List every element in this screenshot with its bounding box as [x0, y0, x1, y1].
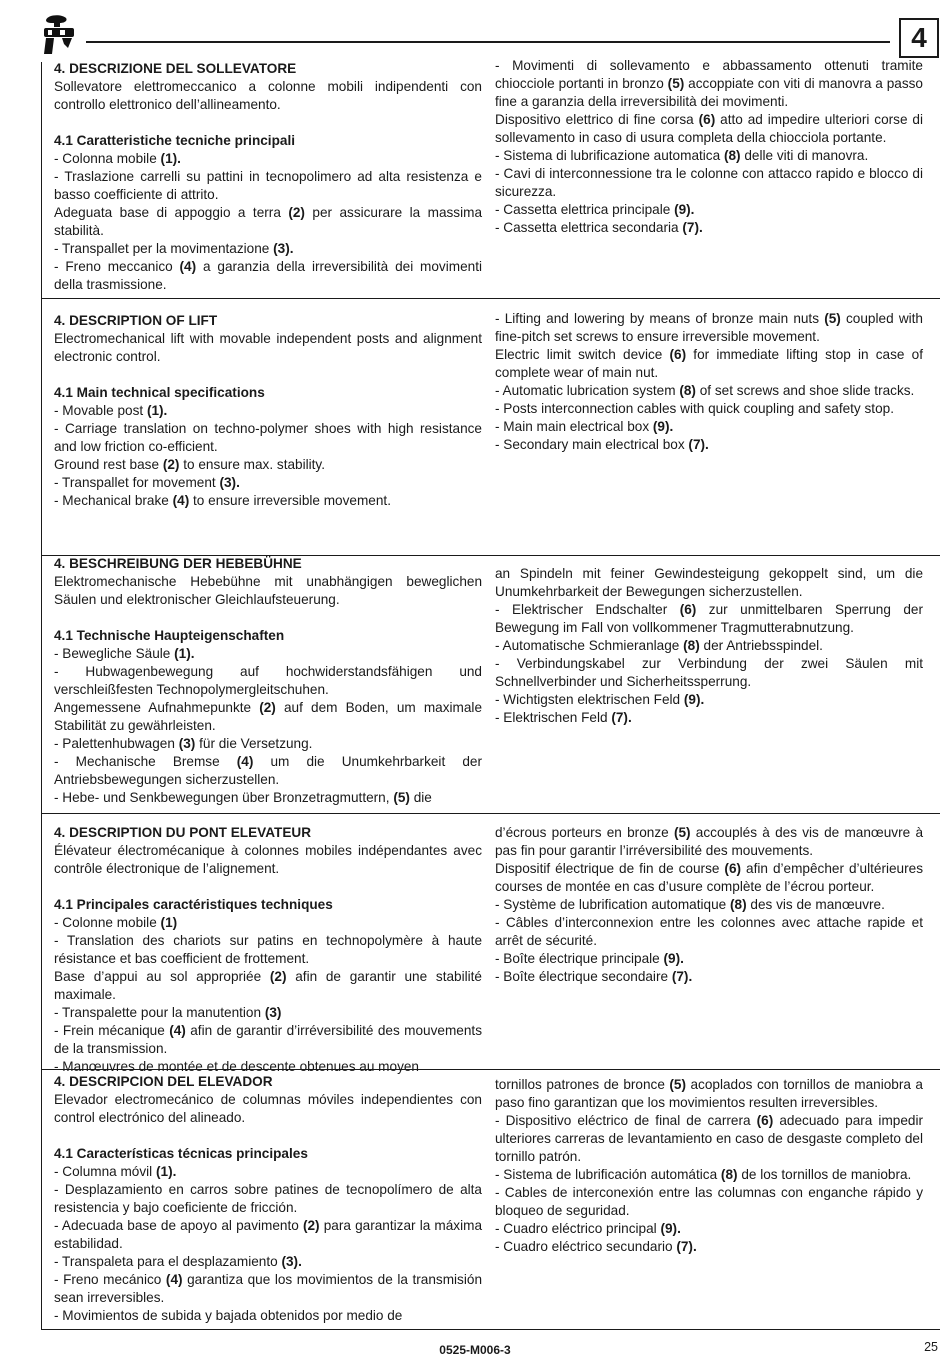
- section-heading: 4. DESCRIPTION DU PONT ELEVATEUR: [54, 825, 312, 840]
- paragraph: - Palettenhubwagen (3) für die Versetzung.: [54, 736, 313, 751]
- section-heading: 4. BESCHREIBUNG DER HEBEBÜHNE: [54, 556, 302, 571]
- header-rule: [86, 41, 890, 43]
- section-divider: [41, 298, 940, 299]
- part-reference: (3).: [219, 475, 240, 490]
- paragraph: - Manœuvres de montée et de descente obtenues au moyen: [54, 1059, 419, 1074]
- section-heading: 4.1 Principales caractéristiques techniques: [54, 897, 333, 912]
- paragraph: - Hubwagenbewegung auf hochwiderstandsfähigen und verschleißfesten Technopolymergleitschuhen.: [54, 664, 482, 697]
- paragraph: - Boîte électrique principale (9).: [495, 951, 684, 966]
- paragraph: Ground rest base (2) to ensure max. stability.: [54, 457, 325, 472]
- section-right-column: [495, 824, 923, 986]
- section-divider: [41, 813, 940, 814]
- paragraph: - Cassetta elettrica principale (9).: [495, 202, 695, 217]
- part-reference: (8): [683, 638, 700, 653]
- paragraph: - Transpalette pour la manutention (3): [54, 1005, 282, 1020]
- paragraph: - Elektrischen Feld (7).: [495, 710, 632, 725]
- paragraph: - Transpaleta para el desplazamiento (3).: [54, 1254, 302, 1269]
- paragraph: - Cables de interconexión entre las columnas con enganche rápido y bloqueo de seguridad.: [495, 1185, 923, 1218]
- paragraph: - Movimientos de subida y bajada obtenidos por medio de: [54, 1308, 403, 1323]
- paragraph: - Transpallet per la movimentazione (3).: [54, 241, 294, 256]
- part-reference: (2): [288, 205, 305, 220]
- paragraph: Angemessene Aufnahmepunkte (2) auf dem Boden, um maximale Stabilität zu gewährleisten.: [54, 700, 482, 733]
- part-reference: (4): [236, 754, 254, 769]
- part-reference: (2): [269, 969, 287, 984]
- part-reference: (1).: [155, 1164, 177, 1179]
- section-divider: [41, 1329, 940, 1330]
- paragraph: Electromechanical lift with movable independent posts and alignment electronic control.: [54, 331, 482, 364]
- part-reference: (3): [264, 1005, 282, 1020]
- paragraph: - Elektrischer Endschalter (6) zur unmittelbaren Sperrung der Bewegung im Fall von vollkommener Tragmutterabnutzung.: [495, 602, 923, 635]
- section-left-column: [54, 1073, 482, 1325]
- part-reference: (7).: [682, 220, 703, 235]
- paragraph: - Adecuada base de apoyo al pavimento (2) para garantizar la máxima estabilidad.: [54, 1218, 482, 1251]
- paragraph: Dispositivo elettrico di fine corsa (6) atto ad impedire ulteriori corse di sollevamento in caso di usura completa della chiocciola portante.: [495, 112, 923, 145]
- part-reference: (3): [178, 736, 196, 751]
- part-reference: (4): [172, 493, 190, 508]
- paragraph: Adeguata base di appoggio a terra (2) per assicurare la massima stabilità.: [54, 205, 482, 238]
- paragraph: - Mechanical brake (4) to ensure irreversible movement.: [54, 493, 391, 508]
- part-reference: (6): [756, 1113, 774, 1128]
- part-reference: (5): [673, 825, 691, 840]
- paragraph: - Cassetta elettrica secondaria (7).: [495, 220, 703, 235]
- section-right-column: [495, 565, 923, 727]
- part-reference: (9).: [683, 692, 705, 707]
- section-left-column: [54, 555, 482, 807]
- part-reference: (2): [302, 1218, 320, 1233]
- paragraph: - Bewegliche Säule (1).: [54, 646, 195, 661]
- paragraph: - Freno mecánico (4) garantiza que los movimientos de la transmisión sean irreversibles.: [54, 1272, 482, 1305]
- part-reference: (6): [669, 347, 687, 362]
- paragraph: Élévateur électromécanique à colonnes mobiles indépendantes avec contrôle électronique de l’alignement.: [54, 843, 482, 876]
- paragraph: Elektromechanische Hebebühne mit unabhängigen beweglichen Säulen und elektronischer Gleichlaufsteuerung.: [54, 574, 482, 607]
- part-reference: (6): [679, 602, 697, 617]
- paragraph: Base d’appui au sol appropriée (2) afin de garantir une stabilité maximale.: [54, 969, 482, 1002]
- paragraph: - Carriage translation on techno-polymer shoes with high resistance and low friction co-efficient.: [54, 421, 482, 454]
- part-reference: (6): [698, 112, 716, 127]
- part-reference: (7).: [688, 437, 709, 452]
- section-left-column: [54, 824, 482, 1076]
- paragraph: - Columna móvil (1).: [54, 1164, 177, 1179]
- section-left-column: [54, 60, 482, 294]
- part-reference: (8): [679, 383, 696, 398]
- paragraph: Elevador electromecánico de columnas móviles independientes con control electrónico del alineado.: [54, 1092, 482, 1125]
- left-margin-rule: [41, 62, 42, 1330]
- paragraph: - Main main electrical box (9).: [495, 419, 674, 434]
- paragraph: - Sistema di lubrificazione automatica (8) delle viti di manovra.: [495, 148, 869, 163]
- part-reference: (9).: [652, 419, 674, 434]
- section-heading: 4.1 Technische Haupteigenschaften: [54, 628, 285, 643]
- paragraph: - Dispositivo eléctrico de final de carrera (6) adecuado para impedir ulteriores carreras de levantamiento en caso de desgaste completo del tornillo patrón.: [495, 1113, 924, 1164]
- part-reference: (2): [259, 700, 276, 715]
- paragraph: - Câbles d’interconnexion entre les colonnes avec attache rapide et arrêt de sécurité.: [495, 915, 923, 948]
- part-reference: (5): [669, 1077, 686, 1092]
- paragraph: - Movimenti di sollevamento e abbassamento ottenuti tramite chiocciole portanti in bronzo (5) accoppiate con viti di manovra a passo fine a garanzia della irreversibilità dei movimenti.: [495, 58, 923, 109]
- paragraph: - Cuadro eléctrico secundario (7).: [495, 1239, 697, 1254]
- paragraph: d’écrous porteurs en bronze (5) accouplés à des vis de manœuvre à pas fin pour garantir l’irréversibilité des mouvements.: [495, 825, 924, 858]
- paragraph: an Spindeln mit feiner Gewindesteigung gekoppelt sind, um die Unumkehrbarkeit der Bewegungen sicherzustellen.: [495, 566, 923, 599]
- part-reference: (9).: [663, 951, 684, 966]
- document-code: 0525-M006-3: [439, 1343, 511, 1357]
- section-heading: 4. DESCRIZIONE DEL SOLLEVATORE: [54, 61, 297, 76]
- paragraph: - Posts interconnection cables with quick coupling and safety stop.: [495, 401, 894, 416]
- section-heading: 4.1 Características técnicas principales: [54, 1146, 308, 1161]
- paragraph: - Cavi di interconnessione tra le colonne con attacco rapido e blocco di sicurezza.: [495, 166, 923, 199]
- section-right-column: [495, 310, 923, 454]
- part-reference: (4): [169, 1023, 186, 1038]
- part-reference: (7).: [611, 710, 632, 725]
- part-reference: (8): [723, 148, 741, 163]
- paragraph-spacer: [54, 878, 482, 896]
- section-heading: 4. DESCRIPTION OF LIFT: [54, 313, 218, 328]
- paragraph: - Transpallet for movement (3).: [54, 475, 240, 490]
- paragraph: - Freno meccanico (4) a garanzia della irreversibilità dei movimenti della trasmissione.: [54, 259, 482, 292]
- paragraph: - Colonne mobile (1): [54, 915, 178, 930]
- part-reference: (8): [730, 897, 747, 912]
- paragraph: - Hebe- und Senkbewegungen über Bronzetragmuttern, (5) die: [54, 790, 432, 805]
- paragraph: - Automatische Schmieranlage (8) der Antriebsspindel.: [495, 638, 823, 653]
- paragraph: - Movable post (1).: [54, 403, 168, 418]
- paragraph: - Frein mécanique (4) afin de garantir d’irréversibilité des mouvements de la transmission.: [54, 1023, 482, 1056]
- part-reference: (4): [179, 259, 197, 274]
- paragraph: Electric limit switch device (6) for immediate lifting stop in case of complete wear of main nut.: [495, 347, 923, 380]
- paragraph: - Cuadro eléctrico principal (9).: [495, 1221, 681, 1236]
- part-reference: (5): [824, 311, 841, 326]
- part-reference: (1).: [146, 403, 168, 418]
- part-reference: (5): [667, 76, 685, 91]
- paragraph: - Secondary main electrical box (7).: [495, 437, 709, 452]
- paragraph: - Desplazamiento en carros sobre patines de tecnopolímero de alta resistencia y bajo coeficiente de fricción.: [54, 1182, 482, 1215]
- section-right-column: [495, 57, 923, 237]
- paragraph: Dispositif électrique de fin de course (6) afin d’empêcher d’ultérieures courses de montée en cas d’usure complète de l’écrou porteur.: [495, 861, 924, 894]
- part-reference: (5): [393, 790, 410, 805]
- part-reference: (1).: [174, 646, 195, 661]
- section-right-column: [495, 1076, 923, 1256]
- part-reference: (2): [162, 457, 180, 472]
- paragraph: - Automatic lubrication system (8) of set screws and shoe slide tracks.: [495, 383, 915, 398]
- paragraph: - Sistema de lubrificación automática (8) de los tornillos de maniobra.: [495, 1167, 912, 1182]
- part-reference: (7).: [676, 1239, 697, 1254]
- paragraph: - Boîte électrique secondaire (7).: [495, 969, 693, 984]
- paragraph-spacer: [54, 114, 482, 132]
- part-reference: (7).: [671, 969, 693, 984]
- part-reference: (6): [724, 861, 742, 876]
- paragraph-spacer: [54, 1127, 482, 1145]
- section-heading: 4.1 Caratteristiche tecniche principali: [54, 133, 296, 148]
- paragraph: - Wichtigsten elektrischen Feld (9).: [495, 692, 705, 707]
- paragraph: - Lifting and lowering by means of bronze main nuts (5) coupled with fine-pitch set screws to ensure irreversible movement.: [495, 311, 923, 344]
- part-reference: (1): [160, 915, 178, 930]
- paragraph: - Mechanische Bremse (4) um die Unumkehrbarkeit der Antriebsbewegungen sicherzustellen.: [54, 754, 482, 787]
- part-reference: (1).: [160, 151, 181, 166]
- section-heading: 4. DESCRIPCION DEL ELEVADOR: [54, 1074, 273, 1089]
- paragraph: - Verbindungskabel zur Verbindung der zwei Säulen mit Schnellverbinder und Sicherheitssperrung.: [495, 656, 923, 689]
- section-left-column: [54, 312, 482, 510]
- part-reference: (9).: [674, 202, 695, 217]
- part-reference: (3).: [273, 241, 294, 256]
- paragraph-spacer: [54, 609, 482, 627]
- part-reference: (4): [165, 1272, 183, 1287]
- section-heading: 4.1 Main technical specifications: [54, 385, 265, 400]
- part-reference: (8): [720, 1167, 738, 1182]
- page-number: 25: [924, 1340, 938, 1354]
- paragraph: - Translation des chariots sur patins en technopolymère à haute résistance et bas coefficient de frottement.: [54, 933, 482, 966]
- brand-logo-icon: [38, 14, 78, 56]
- paragraph: - Traslazione carrelli su pattini in tecnopolimero ad alta resistenza e basso coefficiente di attrito.: [54, 169, 482, 202]
- part-reference: (9).: [660, 1221, 681, 1236]
- paragraph-spacer: [54, 366, 482, 384]
- paragraph: - Colonna mobile (1).: [54, 151, 181, 166]
- part-reference: (3).: [281, 1254, 302, 1269]
- paragraph: tornillos patrones de bronce (5) acoplados con tornillos de maniobra a paso fino garantizan que los movimientos resulten irreversibles.: [495, 1077, 923, 1110]
- paragraph: Sollevatore elettromeccanico a colonne mobili indipendenti con controllo elettronico dell’allineamento.: [54, 79, 482, 112]
- paragraph: - Système de lubrification automatique (8) des vis de manœuvre.: [495, 897, 885, 912]
- chapter-number-box: 4: [899, 18, 939, 58]
